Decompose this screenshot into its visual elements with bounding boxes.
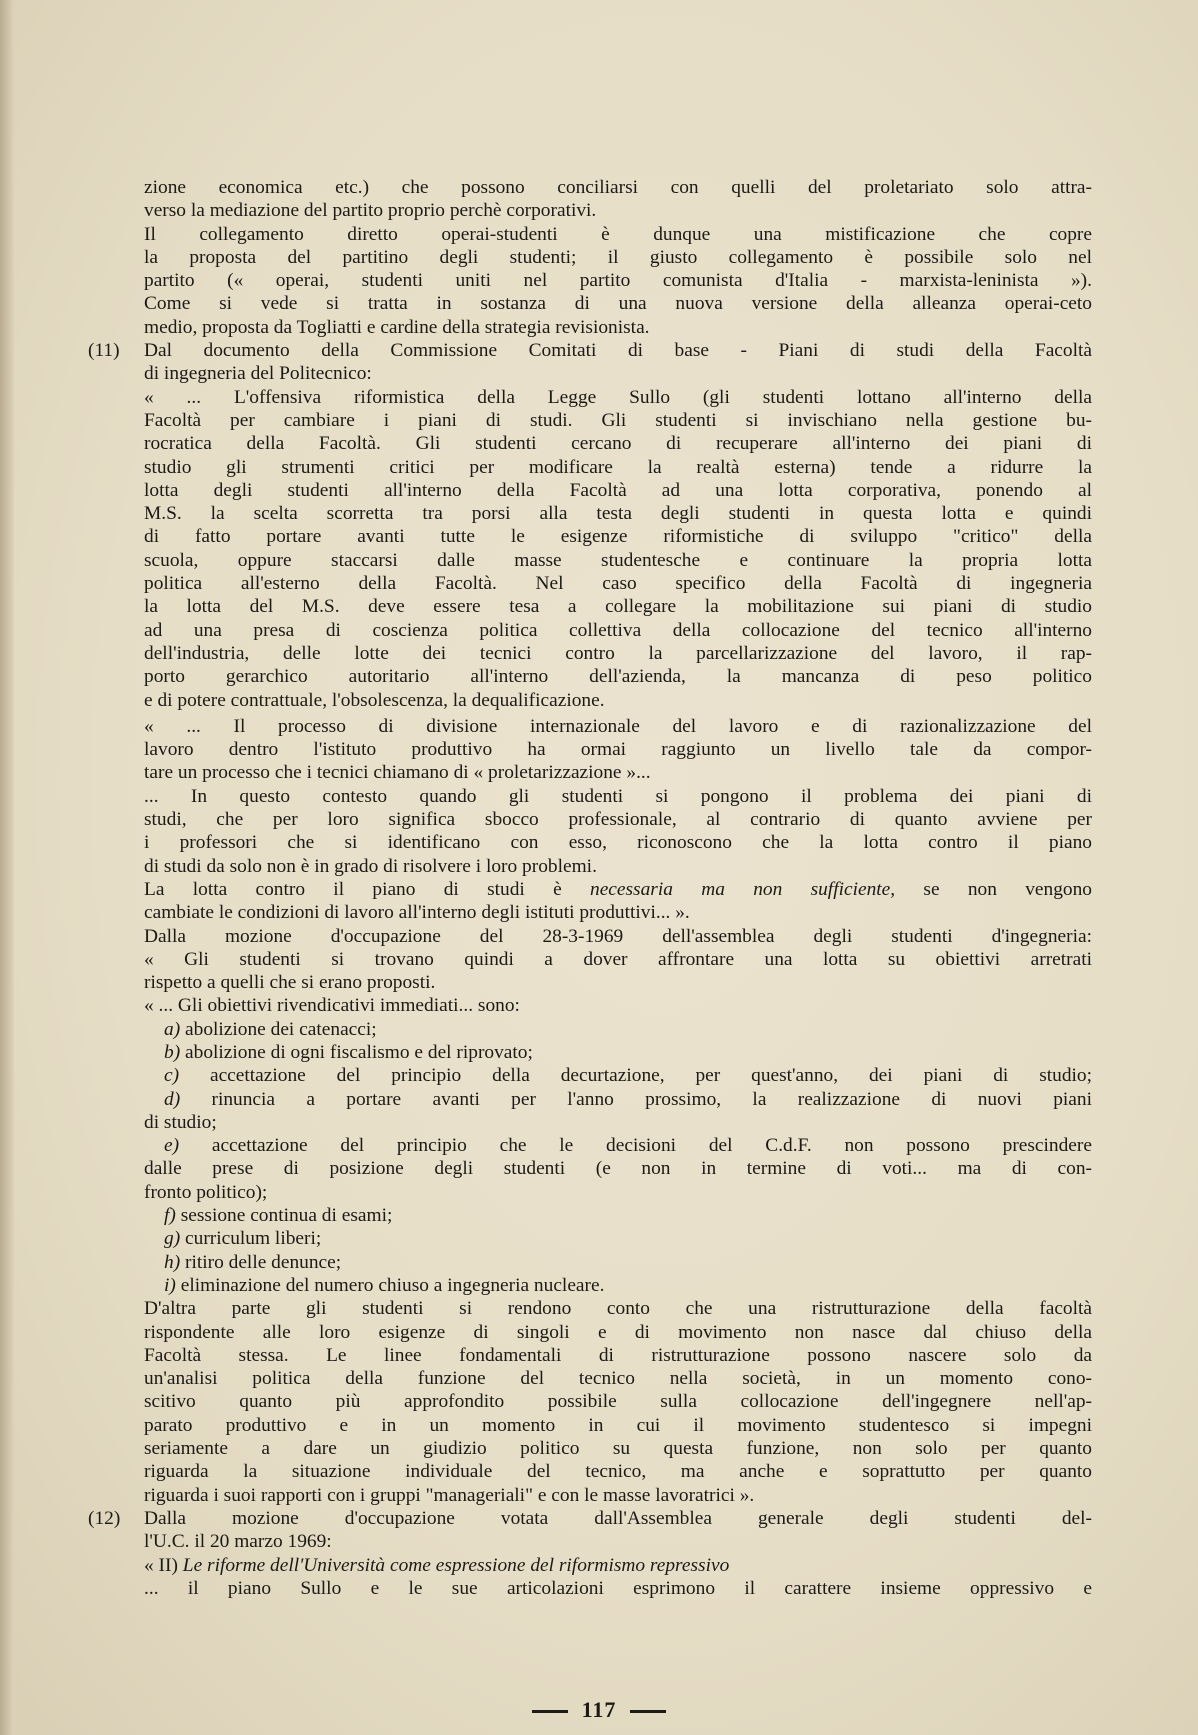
text-line: dalle prese di posizione degli studenti (e non in termine di voti... ma di con-: [144, 1158, 1092, 1180]
text-line: « Gli studenti si trovano quindi a dover affrontare una lotta su obiettivi arretrati: [144, 948, 1092, 970]
text-line: Facoltà per cambiare i piani di studi. Gli studenti si invischiano nella gestione bu-: [144, 409, 1092, 431]
text-line: parato produttivo e in un momento in cui il movimento studentesco si impegni: [144, 1414, 1092, 1436]
list-item: b) abolizione di ogni fiscalismo e del riprovato;: [164, 1041, 533, 1063]
text-line: ... il piano Sullo e le sue articolazioni esprimono il carattere insieme oppressivo e: [144, 1577, 1092, 1599]
text-line: seriamente a dare un giudizio politico su questa funzione, non solo per quanto: [144, 1438, 1092, 1460]
text-line: scitivo quanto più approfondito possibile sulla collocazione dell'ingegnere nell'ap-: [144, 1391, 1092, 1413]
text-line: ad una presa di coscienza politica collettiva della collocazione del tecnico all'interno: [144, 619, 1092, 641]
text-line: i professori che si identificano con esso, riconoscono che la lotta contro il piano: [144, 832, 1092, 854]
text-line: « ... Gli obiettivi rivendicativi immediati... sono:: [144, 995, 520, 1017]
list-item: a) abolizione dei catenacci;: [164, 1018, 377, 1040]
text-line: partito (« operai, studenti uniti nel partito comunista d'Italia - marxista-leninista »).: [144, 270, 1092, 292]
footnote-number: (11): [88, 340, 120, 362]
text-line: medio, proposta da Togliatti e cardine della strategia revisionista.: [144, 316, 650, 338]
text-line: dell'industria, delle lotte dei tecnici contro la parcellarizzazione del lavoro, il rap-: [144, 642, 1092, 664]
text-line: rispetto a quelli che si erano proposti.: [144, 972, 436, 994]
text-line: di studi da solo non è in grado di risolvere i loro problemi.: [144, 855, 597, 877]
text-line: scuola, oppure staccarsi dalle masse studentesche e continuare la propria lotta: [144, 549, 1092, 571]
list-item: d) rinuncia a portare avanti per l'anno prossimo, la realizzazione di nuovi piani: [164, 1088, 1092, 1110]
emphasis: necessaria ma non sufficiente,: [590, 878, 896, 900]
body-text: [88, 176, 1092, 1600]
list-item: e) accettazione del principio che le decisioni del C.d.F. non possono prescindere: [164, 1135, 1092, 1157]
text-line: verso la mediazione del partito proprio perchè corporativi.: [144, 200, 597, 222]
text-line: la proposta del partitino degli studenti; il giusto collegamento è possibile solo nel: [144, 246, 1092, 268]
text-line: riguarda i suoi rapporti con i gruppi "manageriali" e con le masse lavoratrici ».: [144, 1484, 755, 1506]
continued-paragraph: [144, 176, 1092, 339]
text-line: e di potere contrattuale, l'obsolescenza, la dequalificazione.: [144, 689, 605, 711]
text-line: studi, che per loro significa sbocco professionale, al contrario di quanto avviene per: [144, 809, 1092, 831]
list-item: g) curriculum liberi;: [164, 1228, 322, 1250]
text-line-italic: La lotta contro il piano di studi è necessaria ma non sufficiente, se non vengono: [144, 878, 1092, 900]
text-line: Il collegamento diretto operai-studenti è dunque una mistificazione che copre: [144, 223, 1092, 245]
text-line: « ... L'offensiva riformistica della Legge Sullo (gli studenti lottano all'interno della: [144, 386, 1092, 408]
text-line: di ingegneria del Politecnico:: [144, 363, 372, 385]
text-line: politica all'esterno della Facoltà. Nel caso specifico della Facoltà di ingegneria: [144, 573, 1092, 595]
text-line: cambiate le condizioni di lavoro all'interno degli istituti produttivi... ».: [144, 902, 690, 924]
text-line: ... In questo contesto quando gli studenti si pongono il problema dei piani di: [144, 785, 1092, 807]
text-line: tare un processo che i tecnici chiamano di « proletarizzazione »...: [144, 762, 651, 784]
footnote-12: [88, 1507, 1092, 1600]
section-heading: « II) Le riforme dell'Università come espressione del riformismo repressivo: [144, 1554, 730, 1576]
text-line: riguarda la situazione individuale del tecnico, ma anche e soprattutto per quanto: [144, 1461, 1092, 1483]
text-line: l'U.C. il 20 marzo 1969:: [144, 1531, 332, 1553]
text-line: Dal documento della Commissione Comitati di base - Piani di studi della Facoltà: [144, 340, 1092, 362]
footnote-number: (12): [88, 1507, 121, 1529]
dash-left: [532, 1710, 568, 1713]
list-item: c) accettazione del principio della decurtazione, per quest'anno, dei piani di studio;: [164, 1065, 1092, 1087]
text-line: di studio;: [144, 1111, 217, 1133]
text-line: la lotta del M.S. deve essere tesa a collegare la mobilitazione sui piani di studio: [144, 596, 1092, 618]
text-line: Dalla mozione d'occupazione votata dall'Assemblea generale degli studenti del-: [144, 1507, 1092, 1529]
text-line: « ... Il processo di divisione internazionale del lavoro e di razionalizzazione del: [144, 715, 1092, 737]
text-line: D'altra parte gli studenti si rendono conto che una ristrutturazione della facoltà: [144, 1298, 1092, 1320]
text-line: porto gerarchico autoritario all'interno dell'azienda, la mancanza di peso politico: [144, 666, 1092, 688]
text-line: lotta degli studenti all'interno della Facoltà ad una lotta corporativa, ponendo al: [144, 479, 1092, 501]
list-item: i) eliminazione del numero chiuso a ingegneria nucleare.: [164, 1274, 605, 1296]
book-spine-shadow: [0, 0, 14, 1735]
text-line: Dalla mozione d'occupazione del 28-3-1969 dell'assemblea degli studenti d'ingegneria:: [144, 925, 1092, 947]
text-line: di fatto portare avanti tutte le esigenze riformistiche di sviluppo "critico" della: [144, 526, 1092, 548]
text-line: M.S. la scelta scorretta tra porsi alla testa degli studenti in questa lotta e quindi: [144, 503, 1092, 525]
text-line: rocratica della Facoltà. Gli studenti cercano di recuperare all'interno dei piani di: [144, 433, 1092, 455]
text-line: studio gli strumenti critici per modificare la realtà esterna) tende a ridurre la: [144, 456, 1092, 478]
text-line: Facoltà stessa. Le linee fondamentali di ristrutturazione possono nascere solo da: [144, 1344, 1092, 1366]
text-line: fronto politico);: [144, 1181, 268, 1203]
text-line: Come si vede si tratta in sostanza di una nuova versione della alleanza operai-ceto: [144, 293, 1092, 315]
text-line: rispondente alle loro esigenze di singoli e di movimento non nasce dal chiuso della: [144, 1321, 1092, 1343]
dash-right: [630, 1710, 666, 1713]
list-item: f) sessione continua di esami;: [164, 1205, 393, 1227]
list-item: h) ritiro delle denunce;: [164, 1251, 342, 1273]
text-line: zione economica etc.) che possono conciliarsi con quelli del proletariato solo attra-: [144, 177, 1092, 198]
page-number: 117: [0, 1697, 1198, 1723]
text-line: un'analisi politica della funzione del tecnico nella società, in un momento cono-: [144, 1368, 1092, 1390]
footnote-11: [88, 339, 1092, 1507]
text-line: lavoro dentro l'istituto produttivo ha ormai raggiunto un livello tale da compor-: [144, 739, 1092, 761]
